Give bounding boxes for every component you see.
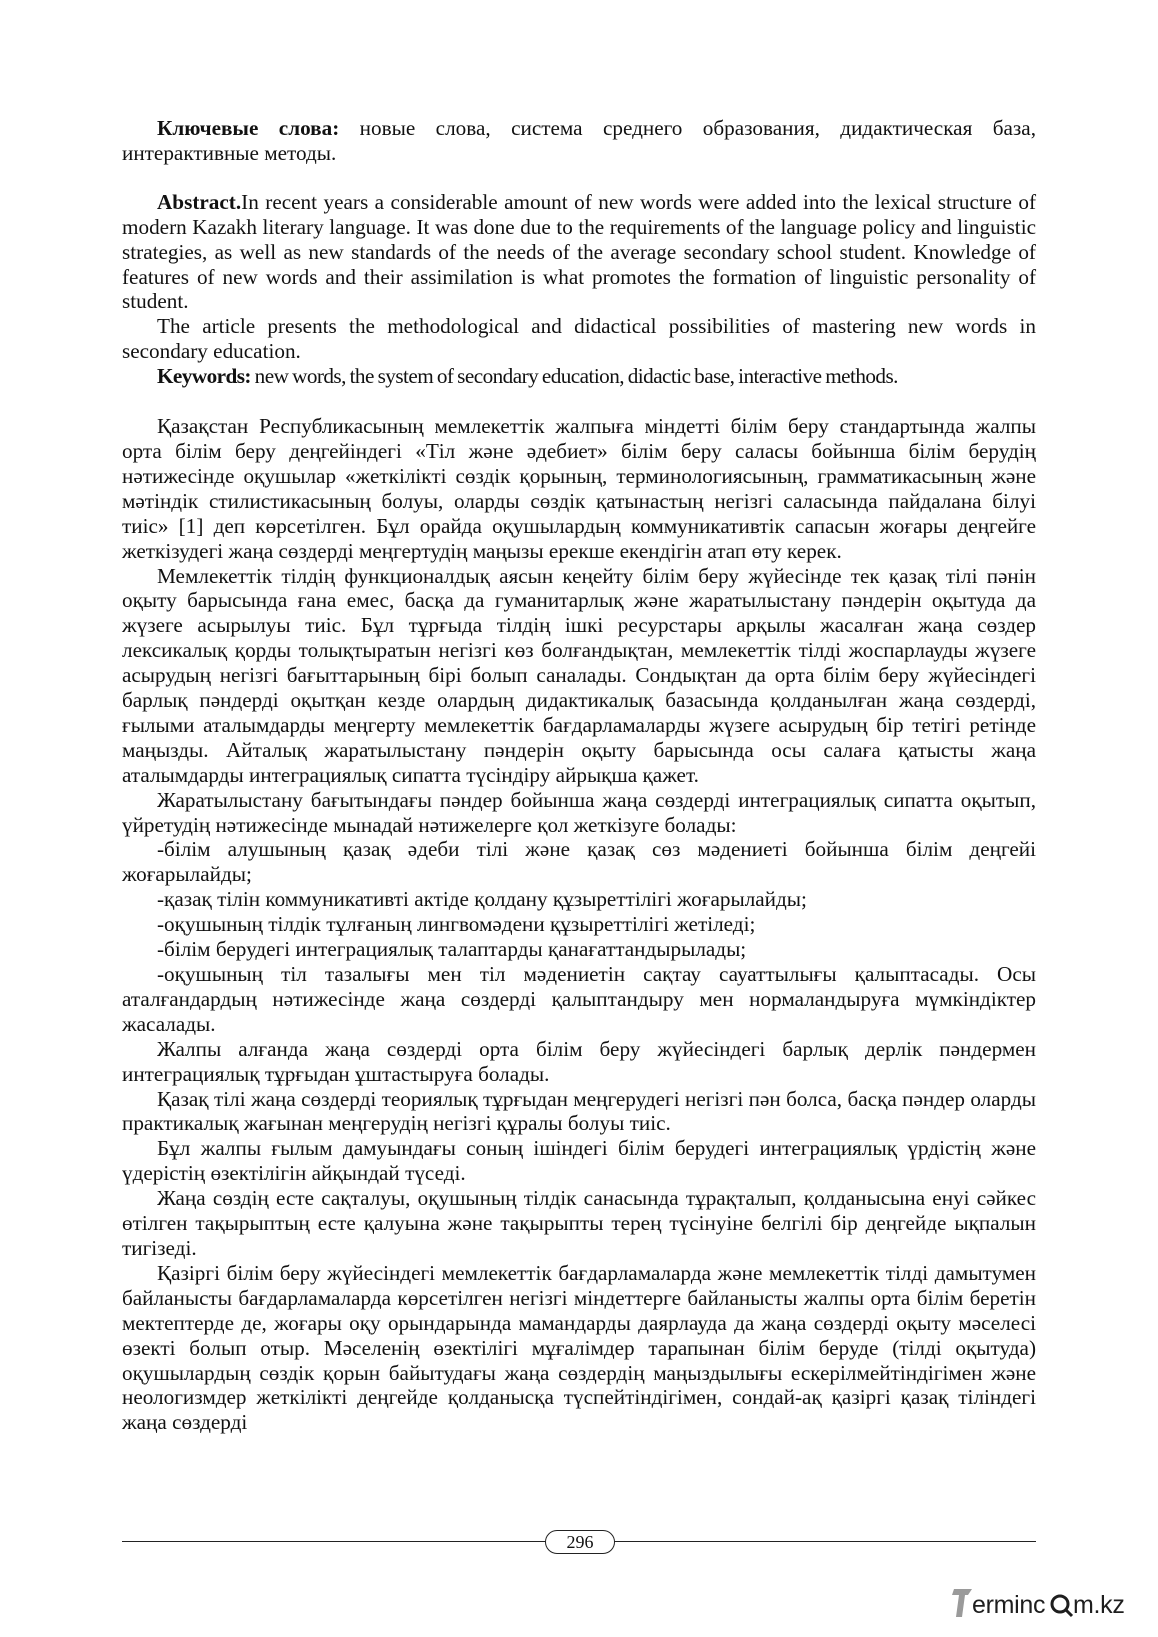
abstract-paragraph	[122, 190, 1036, 315]
list-item: -оқушының тіл тазалығы мен тіл мәдениетін сақтау сауаттылығы қалыптасады. Осы аталғандардың нәтижесінде жаңа сөздерді қалыптандыру мен нормаландыруға мүмкіндіктер жасалады.	[122, 962, 1036, 1036]
body-paragraph: Қазақ тілі жаңа сөздерді теориялық тұрғыдан меңгерудегі негізгі пән болса, басқа пәндер оларды практикалық жағынан меңгерудің негізгі құралы болуы тиіс.	[122, 1086, 1036, 1136]
ru-keywords-text: новые слова, система среднего образования, дидактическая база, интерактивные методы.	[122, 116, 1036, 165]
body-paragraph: Жалпы алғанда жаңа сөздерді орта білім беру жүйесіндегі барлық дерлік пәндермен интеграциялық тұрғыдан ұштастыруға болады.	[122, 1036, 1036, 1086]
ru-keywords	[122, 116, 1036, 166]
list-item: -білім алушының қазақ әдеби тілі және қазақ сөз мәдениеті бойынша білім деңгейі жоғарылайды;	[122, 837, 1036, 887]
abstract-label: Abstract.	[157, 189, 242, 214]
termincom-logo	[946, 1583, 1146, 1623]
en-keywords-label: Keywords:	[157, 364, 251, 389]
footer-rule-left	[122, 1541, 546, 1542]
list-item: -оқушының тілдік тұлғаның лингвомәдени құзыреттілігі жетіледі;	[157, 912, 756, 937]
ru-keywords-label: Ключевые слова:	[157, 116, 340, 140]
page-number: 296	[545, 1530, 615, 1554]
body-paragraph: Жаратылыстану бағытындағы пәндер бойынша жаңа сөздерді интеграциялық сипатта оқытып, үйретудің нәтижесінде мынадай нәтижелерге қол жеткізуге болады:	[122, 787, 1036, 837]
abstract-paragraph-2: The article presents the methodological and didactical possibilities of mastering new words in secondary education.	[122, 314, 1036, 364]
text-column	[122, 116, 1036, 1435]
en-keywords	[122, 364, 1036, 389]
svg-text:erminc: erminc	[972, 1591, 1046, 1619]
body-paragraph: Мемлекеттік тілдің функционалдық аясын кеңейту білім беру жүйесінде тек қазақ тілі пәнін оқыту барысында ғана емес, басқа да гуманитарлық және жаратылыстану пәндерін оқытуда да жүзеге асырылуы тиіс. Бұл тұрғыда тілдің ішкі ресурстары арқылы жасалған жаңа сөздер лексикалық қорды толықтыратын негізгі көз болғандықтан, мемлекеттік тілді жоспарлауды жүзеге асырудың негізгі бағыттарының бірі болып саналады. Сондықтан да орта білім беру жүйесіндегі барлық пәндерді оқытқан кезде олардың дидактикалық базасында қолданылған жаңа сөздерді, ғылыми аталымдарды меңгерту мемлекеттік бағдарламаларды жүзеге асырудың бір тетігі ретінде маңызды. Айталық жаратылыстану пәндерін оқыту барысында осы салаға қатысты жаңа аталымдарды интеграциялық сипатта түсіндіру айрықша қажет.	[122, 563, 1036, 787]
body-paragraph: Жаңа сөздің есте сақталуы, оқушының тілдік санасында тұрақталып, қолданысына енуі сәйкес өтілген тақырыптың есте қалуына және тақырыпты терең түсінуіне белгілі бір деңгейде ықпалын тигізеді.	[122, 1186, 1036, 1260]
body-paragraph: Қазіргі білім беру жүйесіндегі мемлекеттік бағдарламаларда және мемлекеттік тілді дамытумен байланысты бағдарламаларда көрсетілген негізгі міндеттерге байланысты жалпы орта білім беретін мектептерде де, жоғары оқу орындарында мамандарды даярлауда да жаңа сөздерді оқыту мәселесі өзекті болып отыр. Мәселенің өзектілігі мұғалімдер тарапынан білім беруде (тілді оқытуда) оқушылардың сөздік қорын байытудағы жаңа сөздердің маңыздылығы ескерілмейтіндігімен және неологизмдер жеткілікті деңгейде қолданысқа түспейтіндігімен, сондай-ақ қазіргі қазақ тіліндегі жаңа сөздерді	[122, 1260, 1036, 1435]
footer-rule-right	[613, 1541, 1036, 1542]
body-paragraph: Қазақстан Республикасының мемлекеттік жалпыға міндетті білім беру стандартында жалпы орта білім беру деңгейіндегі «Тіл және әдебиет» білім беру саласы бойынша білім берудің нәтижесінде оқушылар «жеткілікті сөздік қорының, терминологиясының, грамматикасының және мәтіндік стилистикасының болуы, оларды сөздік қатынастың негізгі саласында пайдалана білуі тиіс» [1] деп көрсетілген. Бұл орайда оқушылардың коммуникативтік сапасын жоғары деңгейге жеткізудегі жаңа сөздерді меңгертудің маңызы ерекше екендігін атап өту керек.	[122, 414, 1036, 563]
list-item: -қазақ тілін коммуникативті актіде қолдану құзыреттілігі жоғарылайды;	[157, 887, 807, 912]
list-item: -білім берудегі интеграциялық талаптарды қанағаттандырылады;	[157, 937, 747, 962]
body-paragraph: Бұл жалпы ғылым дамуындағы соның ішіндегі білім берудегі интеграциялық үрдістің және үдерістің өзектілігін айқындай түседі.	[122, 1136, 1036, 1186]
svg-text:m.kz: m.kz	[1073, 1591, 1125, 1619]
abstract-text: In recent years a considerable amount of new words were added into the lexical structure of modern Kazakh literary language. It was done due to the requirements of the language policy and linguistic strategies, as well as new standards of the needs of the average secondary school student. Knowledge of features of new words and their assimilation is what promotes the formation of linguistic personality of student.	[122, 189, 1036, 314]
en-keywords-text: new words, the system of secondary education, didactic base, interactive methods.	[250, 364, 898, 389]
